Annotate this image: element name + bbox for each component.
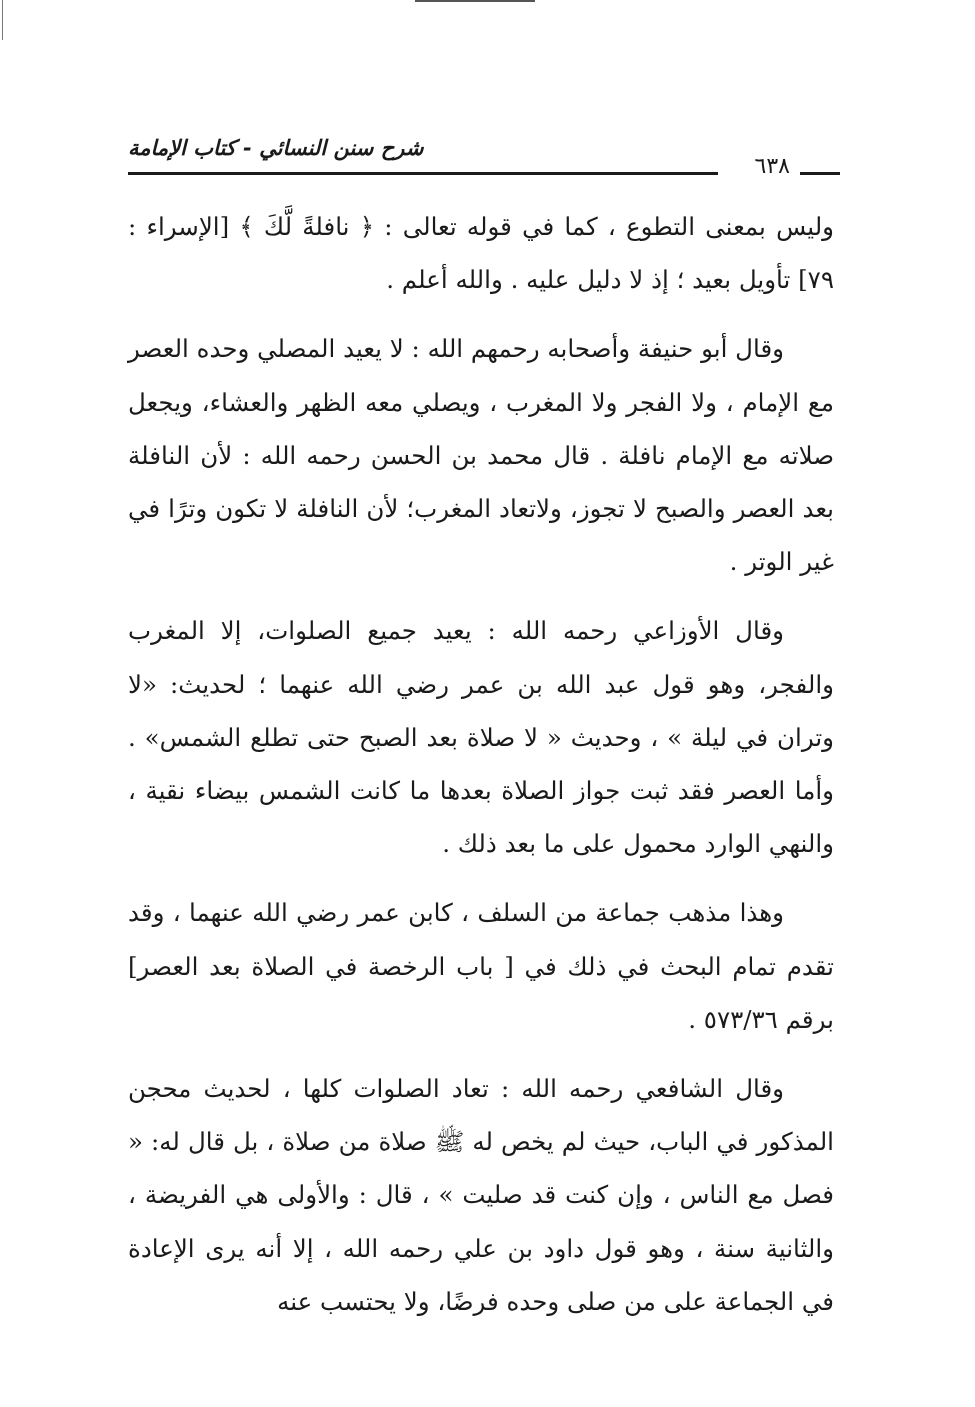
paragraph: وقال الشافعي رحمه الله : تعاد الصلوات كلها ، لحديث محجن المذكور في الباب، حيث لم يخص له ﷺ صلاة من صلاة ، بل قال له: « فصل مع الناس ، وإن كنت قد صليت » ، قال : والأولى هي الفريضة ، والثانية سنة ، وهو قول داود بن علي رحمه الله ، إلا أنه يرى الإعادة في الجماعة على من صلى وحده فرضًا، ولا يحتسب عنه [128,1074,834,1316]
paragraph: وقال أبو حنيفة وأصحابه رحمهم الله : لا يعيد المصلي وحده العصر مع الإمام ، ولا الفجر ولا المغرب ، ويصلي معه الظهر والعشاء، ويجعل صلاته مع الإمام نافلة . قال محمد بن الحسن رحمه الله : لأن النافلة بعد العصر والصبح لا تجوز، ولاتعاد المغرب؛ لأن النافلة لا تكون وترًا في غير الوتر . [127,334,834,577]
paragraph: وليس بمعنى التطوع ، كما في قوله تعالى : ﴿ نافلةً لَّكَ ﴾ [الإسراء : ٧٩] تأويل بعيد ؛ إذ لا دليل عليه . والله أعلم . [128,212,834,295]
paragraph: وقال الأوزاعي رحمه الله : يعيد جميع الصلوات، إلا المغرب والفجر، وهو قول عبد الله بن عمر رضي الله عنهما ؛ لحديث: «لا وتران في ليلة » ، وحديث « لا صلاة بعد الصبح حتى تطلع الشمس» . وأما العصر فقد ثبت جواز الصلاة بعدها ما كانت الشمس بيضاء نقية ، والنهي الوارد محمول على ما بعد ذلك . [128,616,834,859]
page-body [128,200,834,1344]
page-number: ٦٣٨ [754,154,790,179]
page-number-dash [800,172,840,175]
running-title: شرح سنن النسائي - كتاب الإمامة [128,136,424,160]
scan-edge-mark [2,0,3,40]
page-header [128,128,840,188]
scan-artifact-line [415,0,535,2]
paragraph: وهذا مذهب جماعة من السلف ، كابن عمر رضي الله عنهما ، وقد تقدم تمام البحث في ذلك في [ باب الرخصة في الصلاة بعد العصر] برقم ٥٧٣/٣٦ . [128,898,834,1034]
header-rule [128,172,718,175]
